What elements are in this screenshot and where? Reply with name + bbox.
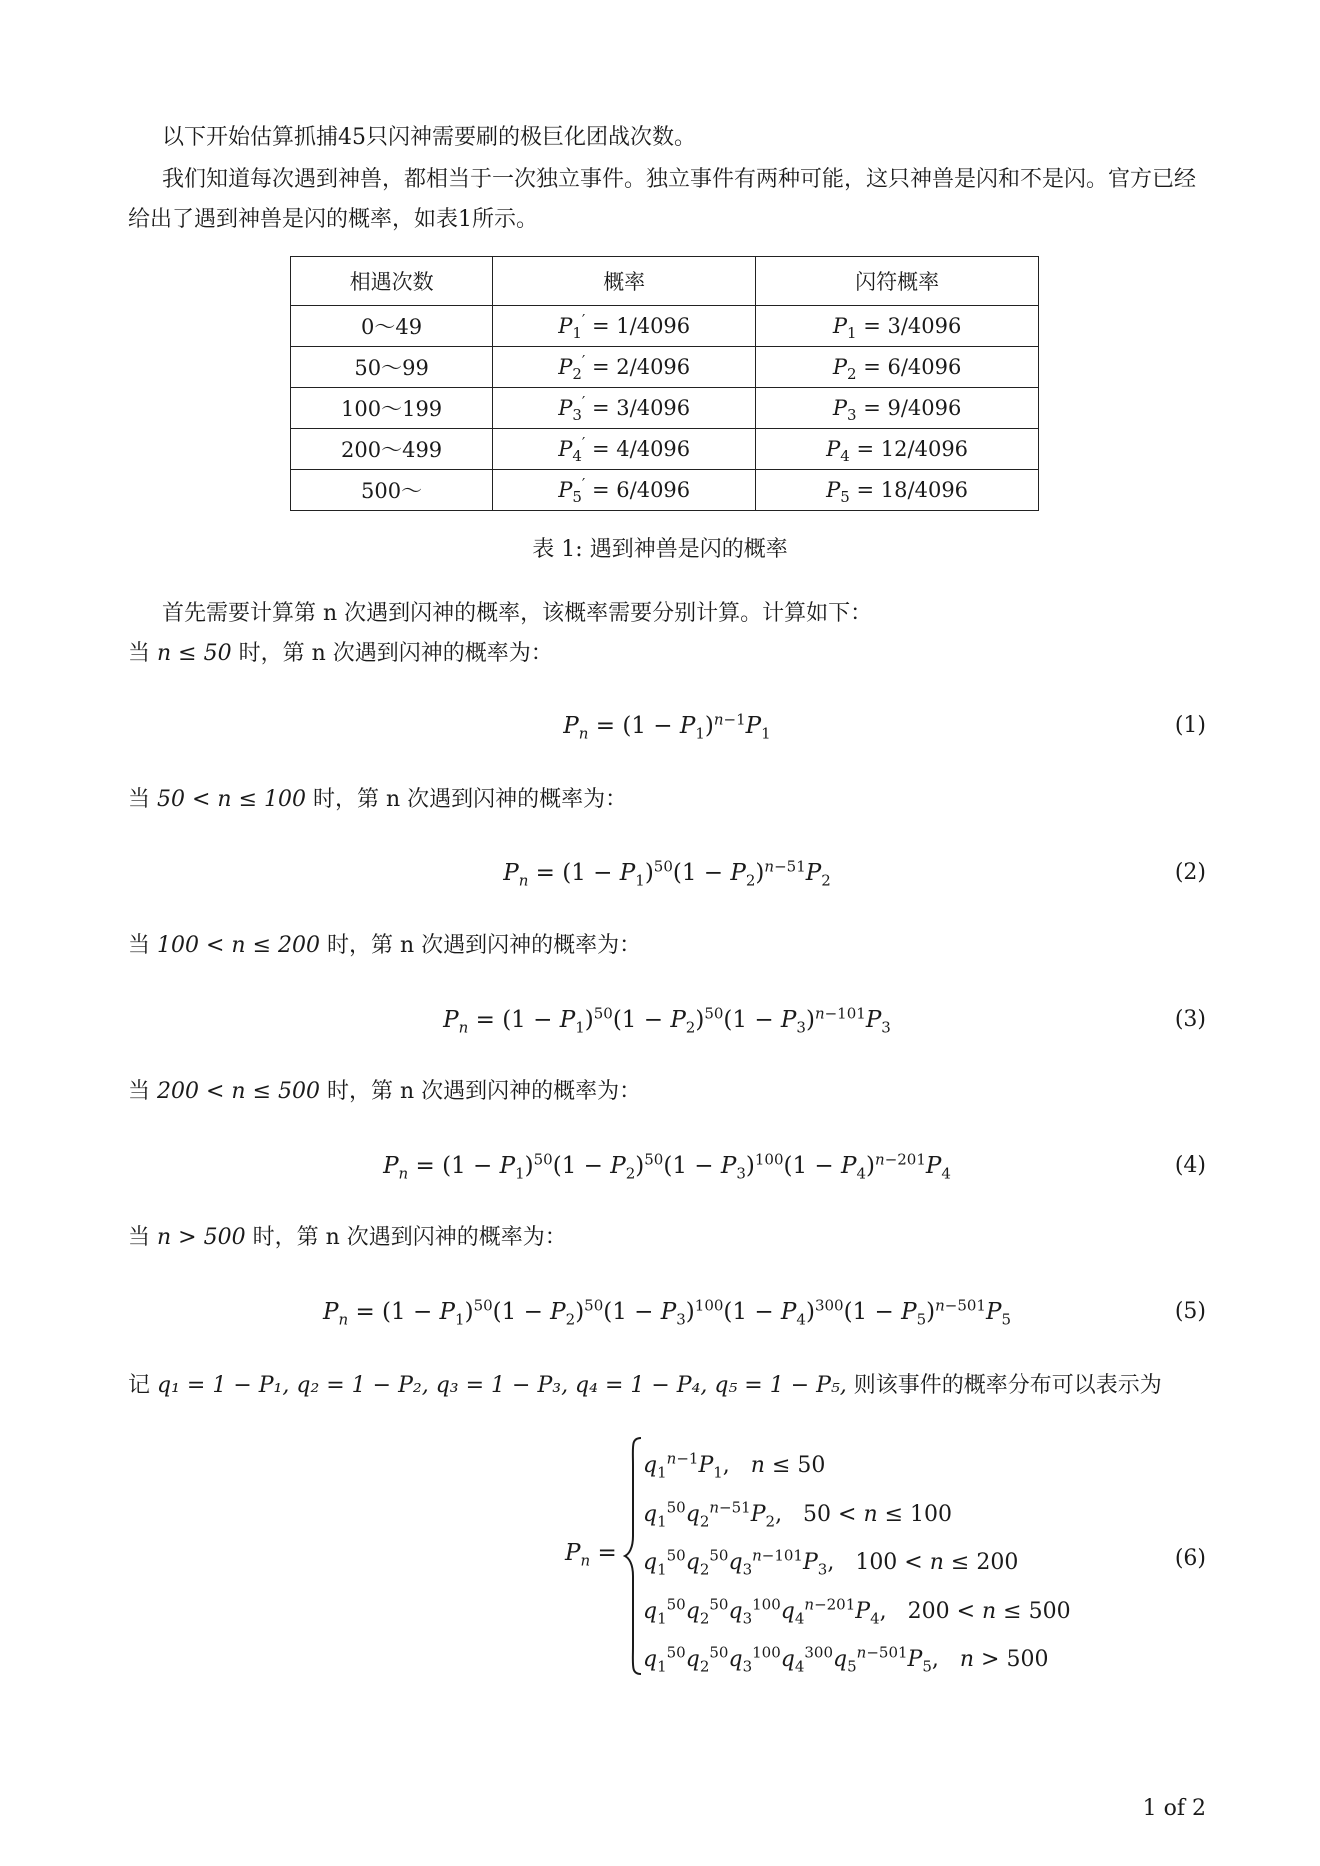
- case-line: $q_1^{50}q_2^{50}q_3^{n-101}P_3$, 100 < n ≤ 200: [643, 1546, 1019, 1579]
- cases-lines: [643, 1442, 1071, 1685]
- cell-charm-probability: $P_1 = 3/4096$: [756, 306, 1039, 347]
- equation-number: (1): [1174, 713, 1206, 738]
- cell-range: 500〜: [291, 470, 493, 511]
- condition-3: 当 100 < n ≤ 200 时，第 n 次遇到闪神的概率为：: [128, 933, 642, 958]
- case-line: $q_1^{n-1}P_1$, n ≤ 50: [643, 1449, 826, 1482]
- cell-probability: $P_4' = 4/4096$: [493, 429, 756, 470]
- table-row: [291, 429, 1039, 470]
- page-number: 1 of 2: [1142, 1796, 1206, 1821]
- header-probability: 概率: [493, 257, 756, 306]
- notation-paragraph: 记 q₁ = 1 − P₁, q₂ = 1 − P₂, q₃ = 1 − P₃, q₄ = 1 − P₄, q₅ = 1 − P₅, 则该事件的概率分布可以表示为: [128, 1373, 1162, 1398]
- case-line: $q_1^{50}q_2^{n-51}P_2$, 50 < n ≤ 100: [643, 1498, 953, 1530]
- header-charm-probability: 闪符概率: [756, 257, 1039, 306]
- case-line: $q_1^{50}q_2^{50}q_3^{100}q_4^{n-201}P_4$, 200 < n ≤ 500: [643, 1595, 1071, 1627]
- cell-charm-probability: $P_2 = 6/4096$: [756, 347, 1039, 388]
- header-encounters: 相遇次数: [291, 257, 493, 306]
- equation-number: (3): [1174, 1007, 1206, 1032]
- cell-charm-probability: $P_4 = 12/4096$: [756, 429, 1039, 470]
- context-paragraph: 我们知道每次遇到神兽，都相当于一次独立事件。独立事件有两种可能，这只神兽是闪和不是闪。官方已经给出了遇到神兽是闪的概率，如表1所示。: [128, 167, 1197, 232]
- cell-range: 100〜199: [291, 388, 493, 429]
- cell-charm-probability: $P_5 = 18/4096$: [756, 470, 1039, 511]
- table-row: [291, 388, 1039, 429]
- equation-number: (2): [1174, 860, 1206, 885]
- table-row: [291, 306, 1039, 347]
- table-row: [291, 347, 1039, 388]
- equation-6-cases: $P_n$ = $q_1^{n-1}P_1$, n ≤ 50 $q_1^{50}q_2^{n-51}P_2$, 50 < n ≤ 100 $q_1^{50}q_2^{50}q_3^{n-101}P_3$, 100 < n ≤ 200 $q_1^{50}q_2^{50}q_3^{100}q_4^{n-201}P_4$, 200 < n ≤ 500 $q_1^{50}q_2^{50}q_3^{100}q_4^{300}q_5^{n-501}P_5$, n > 500 (6): [128, 1432, 1206, 1682]
- case-line: $q_1^{50}q_2^{50}q_3^{100}q_4^{300}q_5^{n-501}P_5$, n > 500: [643, 1643, 1049, 1676]
- condition-4: 当 200 < n ≤ 500 时，第 n 次遇到闪神的概率为：: [128, 1079, 642, 1104]
- equation-number: (5): [1174, 1299, 1206, 1324]
- probability-table: [290, 256, 1039, 511]
- cell-probability: $P_3' = 3/4096$: [493, 388, 756, 429]
- cell-range: 200〜499: [291, 429, 493, 470]
- cell-probability: $P_1' = 1/4096$: [493, 306, 756, 347]
- cell-charm-probability: $P_3 = 9/4096$: [756, 388, 1039, 429]
- table-caption: 表 1: 遇到神兽是闪的概率: [532, 537, 788, 562]
- condition-1: 当 n ≤ 50 时，第 n 次遇到闪神的概率为：: [128, 641, 553, 666]
- condition-5: 当 n > 500 时，第 n 次遇到闪神的概率为：: [128, 1225, 567, 1250]
- equation-number: (6): [1174, 1546, 1206, 1571]
- table-header-row: [291, 257, 1039, 306]
- method-paragraph: 首先需要计算第 n 次遇到闪神的概率，该概率需要分别计算。计算如下：: [162, 601, 873, 626]
- cell-range: 50〜99: [291, 347, 493, 388]
- cell-probability: $P_5' = 6/4096$: [493, 470, 756, 511]
- condition-2: 当 50 < n ≤ 100 时，第 n 次遇到闪神的概率为：: [128, 787, 628, 812]
- equation-number: (4): [1174, 1153, 1206, 1178]
- intro-paragraph: 以下开始估算抓捕45只闪神需要刷的极巨化团战次数。: [162, 125, 696, 150]
- cell-range: 0〜49: [291, 306, 493, 347]
- table-row: [291, 470, 1039, 511]
- cell-probability: $P_2' = 2/4096$: [493, 347, 756, 388]
- document-page: 以下开始估算抓捕45只闪神需要刷的极巨化团战次数。 我们知道每次遇到神兽，都相当于一次独立事件。独立事件有两种可能，这只神兽是闪和不是闪。官方已经给出了遇到神兽是闪的概率，如表1所示。 相遇次数 概率 闪符概率 0〜49 $P_1' = 1/4096$ $P_1 = 3/4096$ 50〜99 $P_2' = 2/4096$ $P_2 = 6/4096$ 100〜199 $P_3' = 3/4096$ $P_3 = 9/4096$ 200〜499 $P_4' = 4/4096$ $P_4 = 12/4096$ 500〜 $P_5' = 6/4096$ $P_5 = 18/4096$ 表 1: 遇到神兽是闪的概率 首先需要计算第 n 次遇到闪神的概率，该概率需要分别计算。计算如下： 当 n ≤ 50 时，第 n 次遇到闪神的概率为： $P_n = (1 - P_1)^{n-1}P_1$ (1) 当 50 < n ≤ 100 时，第 n 次遇到闪神的概率为： $P_n = (1 - P_1)^{50}(1 - P_2)^{n-51}P_2$ (2) 当 100 < n ≤ 200 时，第 n 次遇到闪神的概率为： $P_n = (1 - P_1)^{50}(1 - P_2)^{50}(1 - P_3)^{n-101}P_3$ (3) 当 200 < n ≤ 500 时，第 n 次遇到闪神的概率为： $P_n = (1 - P_1)^{50}(1 - P_2)^{50}(1 - P_3)^{100}(1 - P_4)^{n-201}P_4$ (4) 当 n > 500 时，第 n 次遇到闪神的概率为： $P_n = (1 - P_1)^{50}(1 - P_2)^{50}(1 - P_3)^{100}(1 - P_4)^{300}(1 - P_5)^{n-501}P_5$ (5) 记 q₁ = 1 − P₁, q₂ = 1 − P₂, q₃ = 1 − P₃, q₄ = 1 − P₄, q₅ = 1 − P₅, 则该事件的概率分布可以表示为 $P_n$ = $q_1^{n-1}P_1$, n ≤ 50 $q_1^{50}q_2^{n-51}P_2$, 50 < n ≤ 100 $q_1^{50}q_2^{50}q_3^{n-101}P_3$, 100 < n ≤ 200 $q_1^{50}q_2^{50}q_3^{100}q_4^{n-201}P_4$, 200 < n ≤ 500 $q_1^{50}q_2^{50}q_3^{100}q_4^{300}q_5^{n-501}P_5$, n > 500 (6) 1 of 2: [0, 0, 1320, 1866]
- left-brace: [623, 1436, 643, 1676]
